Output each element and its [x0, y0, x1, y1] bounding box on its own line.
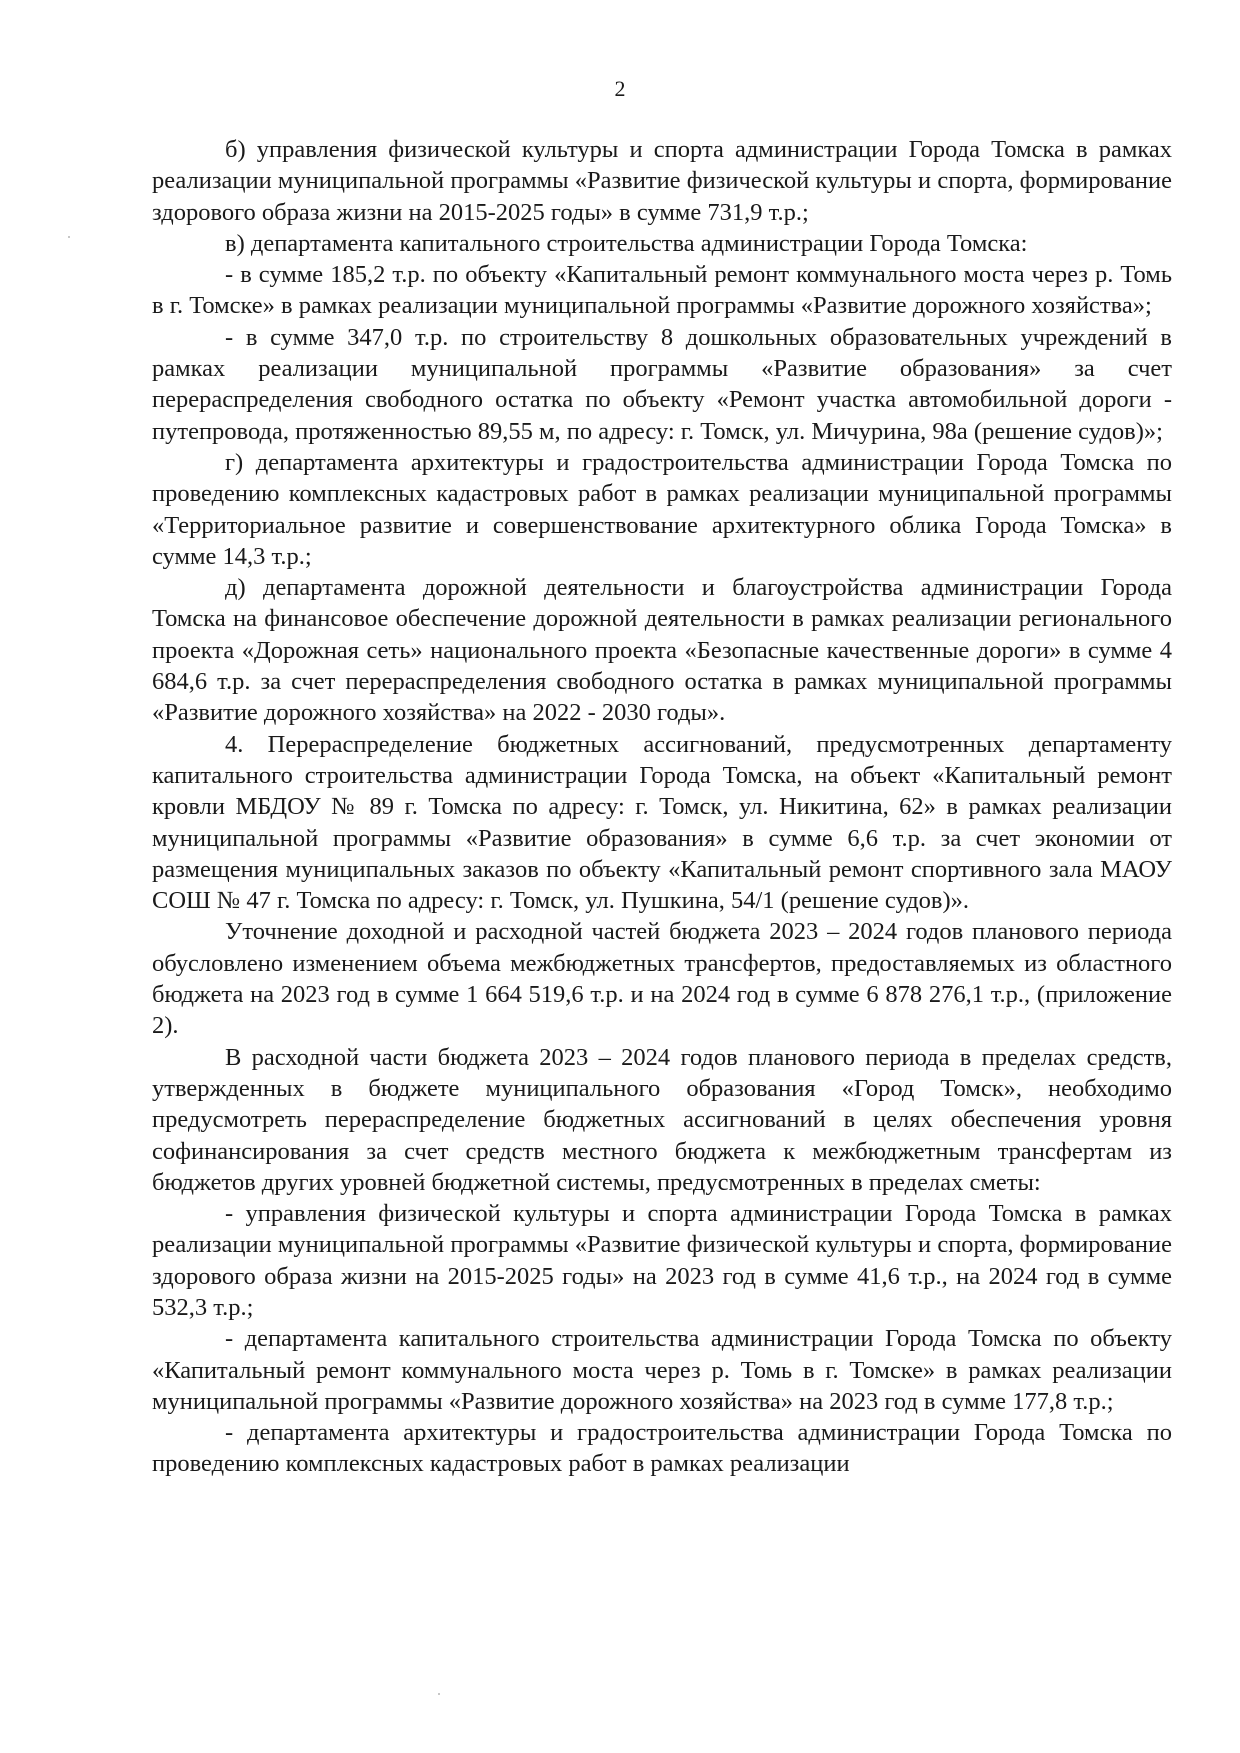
paragraph-preschools: - в сумме 347,0 т.р. по строительству 8 дошкольных образовательных учреждений в рамках реализации муниципальной программы «Развитие образования» за счет перераспределения свободного остатка по объекту «Ремонт участка автомобильной дороги - путепровода, протяженностью 89,55 м, по адресу: г. Томск, ул. Мичурина, 98а (решение судов)»;	[152, 323, 1172, 445]
paragraph-architecture-cofinancing: - департамента архитектуры и градостроительства администрации Города Томска по проведению комплексных кадастровых работ в рамках реализации	[152, 1419, 1172, 1478]
paragraph-bridge-cofinancing: - департамента капитального строительства администрации Города Томска по объекту «Капитальный ремонт коммунального моста через р. Томь в г. Томске» в рамках реализации муниципальной программы «Развитие дорожного хозяйства» на 2023 год в сумме 177,8 т.р.;	[152, 1325, 1172, 1415]
scan-speck	[68, 236, 70, 238]
paragraph-b-sport: б) управления физической культуры и спорта администрации Города Томска в рамках реализации муниципальной программы «Развитие физической культуры и спорта, формирование здорового образа жизни на 2015-2025 годы» в сумме 731,9 т.р.;	[152, 136, 1172, 226]
paragraph-g-architecture: г) департамента архитектуры и градостроительства администрации Города Томска по проведению комплексных кадастровых работ в рамках реализации муниципальной программы «Территориальное развитие и совершенствование архитектурного облика Города Томска» в сумме 14,3 т.р.;	[152, 448, 1172, 570]
page-number: 2	[614, 76, 626, 101]
paragraph-4-redistribution: 4. Перераспределение бюджетных ассигнований, предусмотренных департаменту капитального строительства администрации Города Томска, на объект «Капитальный ремонт кровли МБДОУ № 89 г. Томска по адресу: г. Томск, ул. Никитина, 62» в рамках реализации муниципальной программы «Развитие образования» в сумме 6,6 т.р. за счет экономии от размещения муниципальных заказов по объекту «Капитальный ремонт спортивного зала МАОУ СОШ № 47 г. Томска по адресу: г. Томск, ул. Пушкина, 54/1 (решение судов)».	[152, 730, 1172, 915]
paragraph-bridge-repair: - в сумме 185,2 т.р. по объекту «Капитальный ремонт коммунального моста через р. Томь в г. Томске» в рамках реализации муниципальной программы «Развитие дорожного хозяйства»;	[152, 261, 1172, 320]
paragraph-revenue-clarification: Уточнение доходной и расходной частей бюджета 2023 – 2024 годов планового периода обусловлено изменением объема межбюджетных трансфертов, предоставляемых из областного бюджета на 2023 год в сумме 1 664 519,6 т.р. и на 2024 год в сумме 6 878 276,1 т.р., (приложение 2).	[152, 918, 1172, 1040]
paragraph-d-roads: д) департамента дорожной деятельности и благоустройства администрации Города Томска на финансовое обеспечение дорожной деятельности в рамках реализации регионального проекта «Дорожная сеть» национального проекта «Безопасные качественные дороги» в сумме 4 684,6 т.р. за счет перераспределения свободного остатка в рамках муниципальной программы «Развитие дорожного хозяйства» на 2022 - 2030 годы».	[152, 574, 1172, 727]
body-text	[152, 134, 1172, 1480]
paragraph-v-construction: в) департамента капитального строительства администрации Города Томска:	[225, 229, 1028, 257]
scan-speck	[438, 1693, 440, 1695]
paragraph-expenditure: В расходной части бюджета 2023 – 2024 годов планового периода в пределах средств, утвержденных в бюджете муниципального образования «Город Томск», необходимо предусмотреть перераспределение бюджетных ассигнований в целях обеспечения уровня софинансирования за счет средств местного бюджета к межбюджетным трансфертам из бюджетов других уровней бюджетной системы, предусмотренных в пределах сметы:	[152, 1043, 1172, 1196]
paragraph-sport-cofinancing: - управления физической культуры и спорта администрации Города Томска в рамках реализации муниципальной программы «Развитие физической культуры и спорта, формирование здорового образа жизни на 2015-2025 годы» на 2023 год в сумме 41,6 т.р., на 2024 год в сумме 532,3 т.р.;	[152, 1200, 1172, 1321]
